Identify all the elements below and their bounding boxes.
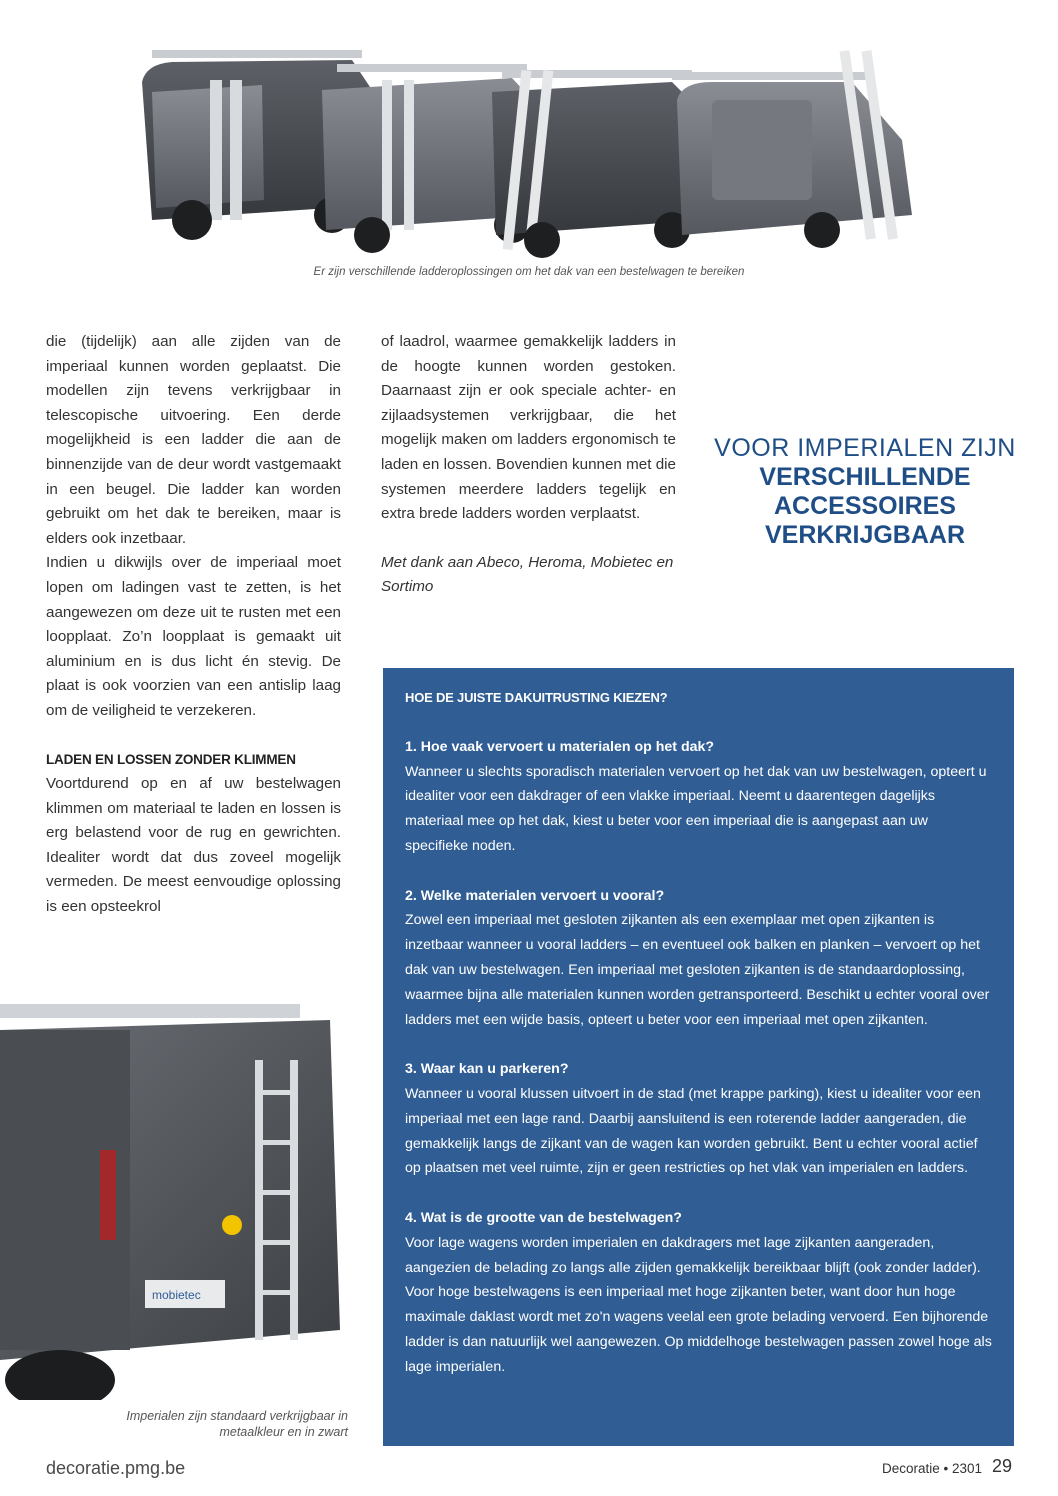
info-question: 3. Waar kan u parkeren? (405, 1061, 569, 1078)
footer-website-link[interactable]: decoratie.pmg.be (46, 1458, 186, 1478)
article-column-2 (381, 330, 676, 600)
paragraph: of laadrol, waarmee gemakkelijk ladders in de hoogte kunnen worden gestoken. Daarnaast zijn er ook speciale achter- en zijlaadsystemen verkrijgbaar, die het mogelijk maken om ladders ergonomisch te laden en lossen. Bovendien kunnen met die systemen meerdere ladders tegelijk en extra brede ladders worden verplaatst. (381, 333, 676, 523)
pull-quote-lead: VOOR IMPERIALEN ZIJN (714, 434, 1016, 462)
section-subheading: LADEN EN LOSSEN ZONDER KLIMMEN (46, 751, 296, 767)
info-box (383, 668, 1014, 1446)
info-box-title: HOE DE JUISTE DAKUITRUSTING KIEZEN? (405, 690, 668, 705)
info-answer: Zowel een imperiaal met gesloten zijkanten als een exemplaar met open zijkanten is inzetbaar wanneer u vooral ladders – en eventueel ook balken en planken – vervoert op het dak van uw bestelwagen. Een imperiaal met gesloten zijkanten is de standaardoplossing, waarmee bijna alle materialen kunnen worden getransporteerd. Beschikt u echter vooral over ladders met een wijde basis, opteert u beter voor een imperiaal met open zijkanten. (405, 912, 990, 1028)
info-answer: Voor lage wagens worden imperialen en dakdragers met lage zijkanten aangeraden, aangezien de belading zo langs alle zijden gemakkelijk bereikbaar blijft (ook zonder ladder). Voor hoge bestelwagens is een imperiaal met hoge zijkanten beter, want door hun hoge maximale daklast wordt met zo'n wagens veelal een grote belading vervoerd. Een bijhorende ladder is dan natuurlijk wel aangewezen. Op middelhoge bestelwagen passen zowel hoge als lage imperialen. (405, 1234, 992, 1375)
pull-quote-bold-line: ACCESSOIRES (774, 492, 956, 520)
vans-roof-rack-photo (112, 30, 944, 262)
info-answer: Wanneer u slechts sporadisch materialen vervoert op het dak van uw bestelwagen, opteert u idealiter voor een dakdrager of een vlakke imperiaal. Neemt u daarentegen dagelijks materiaal mee op het dak, kiest u beter voor een imperiaal die is aangepast aan uw specifieke noden. (405, 763, 987, 854)
info-question: 4. Wat is de grootte van de bestelwagen? (405, 1209, 682, 1226)
page-number: 29 (991, 1456, 1012, 1476)
acknowledgement: Met dank aan Abeco, Heroma, Mobietec en Sortimo (381, 553, 674, 596)
info-question: 2. Welke materialen vervoert u vooral? (405, 887, 665, 904)
info-answer: Wanneer u vooral klussen uitvoert in de stad (met krappe parking), kiest u idealiter voor een imperiaal met een lage rand. Daarbij aansluitend is een roterende ladder aangeraden, die gemakkelijk langs de zijkant van de wagen kan worden gebruikt. Bent u echter vooral actief op plaatsen met veel ruimte, zijn er geen restricties op het vlak van imperialen en ladders. (405, 1085, 981, 1177)
top-photo-caption: Er zijn verschillende ladderoplossingen om het dak van een bestelwagen te bereiken (313, 266, 745, 278)
van-4 (672, 50, 912, 248)
mobietec-badge: mobietec (152, 1288, 201, 1302)
pull-quote-bold-line: VERKRIJGBAAR (764, 521, 966, 549)
paragraph: Indien u dikwijls over de imperiaal moet lopen om ladingen vast te zetten, is het aangewezen om deze uit te rusten met een loopplaat. Zo’n loopplaat is gemaakt uit aluminium en is dus licht én stevig. De plaat is ook voorzien van een antislip laag om de veiligheid te verzekeren. (46, 554, 341, 719)
bottom-photo-caption: Imperialen zijn standaard verkrijgbaar in metaalkleur en in zwart (126, 1409, 348, 1439)
footer-magazine-issue: Decoratie • 2301 (881, 1461, 982, 1476)
paragraph: Voortdurend op en af uw bestelwagen klimmen om materiaal te laden en lossen is erg belastend voor de rug en gewrichten. Idealiter wordt dat dus zoveel mogelijk vermeden. De meest eenvoudige oplossing is een opsteekrol (46, 775, 341, 916)
pull-quote (706, 434, 1024, 550)
paragraph: die (tijdelijk) aan alle zijden van de imperiaal kunnen worden geplaatst. Die modellen zijn tevens verkrijgbaar in telescopische uitvoering. Een derde mogelijkheid is een ladder die aan de binnenzijde van de deur wordt vastgemaakt in een beugel. Die ladder kan worden gebruikt om het dak te bereiken, maar is elders ook inzetbaar. (46, 333, 341, 547)
article-column-1 (46, 330, 341, 920)
pull-quote-bold-line: VERSCHILLENDE (759, 463, 971, 491)
info-question: 1. Hoe vaak vervoert u materialen op het dak? (405, 738, 715, 755)
van-ladder-photo (0, 1000, 360, 1400)
van-3 (492, 70, 704, 258)
